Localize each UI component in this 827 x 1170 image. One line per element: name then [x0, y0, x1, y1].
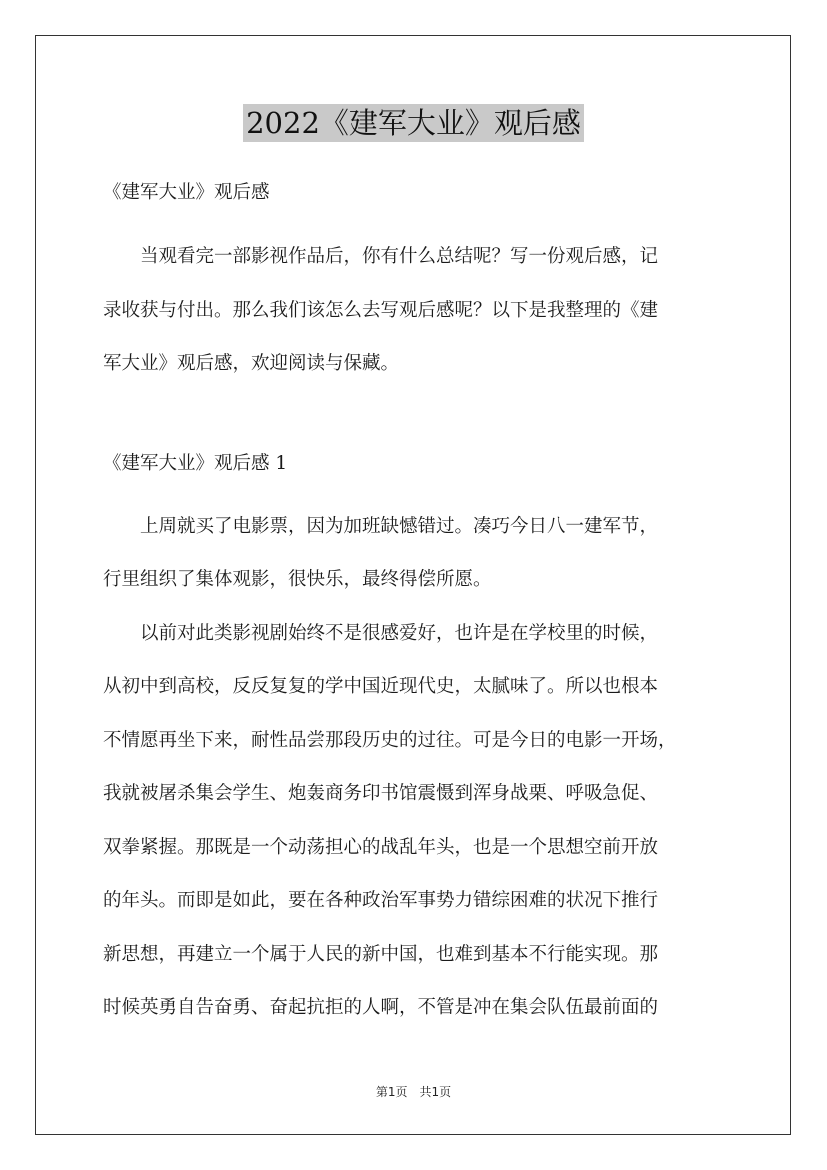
paragraph-line: 从初中到高校，反反复复的学中国近现代史，太腻味了。所以也根本	[103, 676, 659, 697]
section-heading: 《建军大业》观后感 1	[103, 452, 288, 474]
paragraph-line: 以前对此类影视剧始终不是很感爱好，也许是在学校里的时候，	[103, 622, 659, 644]
paragraph-line: 新思想，再建立一个属于人民的新中国，也难到基本不行能实现。那	[103, 943, 659, 965]
document-body	[103, 176, 743, 1035]
paragraph-line: 不情愿再坐下来，耐性品尝那段历史的过往。可是今日的电影一开场，	[103, 729, 677, 751]
paragraph-line: 我就被屠杀集会学生、炮轰商务印书馆震慑到浑身战栗、呼吸急促、	[103, 783, 659, 804]
paragraph-line: 上周就买了电影票，因为加班缺憾错过。凑巧今日八一建军节，	[103, 515, 659, 537]
paragraph-line: 录收获与付出。那么我们该怎么去写观后感呢？以下是我整理的《建	[103, 299, 659, 321]
section-paragraph	[103, 607, 743, 1035]
intro-heading: 《建军大业》观后感	[103, 182, 270, 203]
document-title-container	[0, 104, 827, 142]
section-paragraph	[103, 500, 743, 607]
paragraph-line: 军大业》观后感，欢迎阅读与保藏。	[103, 353, 400, 374]
intro-paragraph	[103, 230, 743, 391]
paragraph-line: 当观看完一部影视作品后，你有什么总结呢？写一份观后感，记	[103, 246, 659, 267]
page-footer: 第1页 共1页	[375, 1085, 452, 1099]
paragraph-line: 双拳紧握。那既是一个动荡担心的战乱年头，也是一个思想空前开放	[103, 836, 659, 858]
paragraph-line: 行里组织了集体观影，很快乐，最终得偿所愿。	[103, 569, 492, 590]
paragraph-line: 的年头。而即是如此，要在各种政治军事势力错综困难的状况下推行	[103, 890, 659, 911]
document-title: 2022《建军大业》观后感	[243, 104, 584, 142]
paragraph-line: 时候英勇自告奋勇、奋起抗拒的人啊，不管是冲在集会队伍最前面的	[103, 997, 659, 1018]
